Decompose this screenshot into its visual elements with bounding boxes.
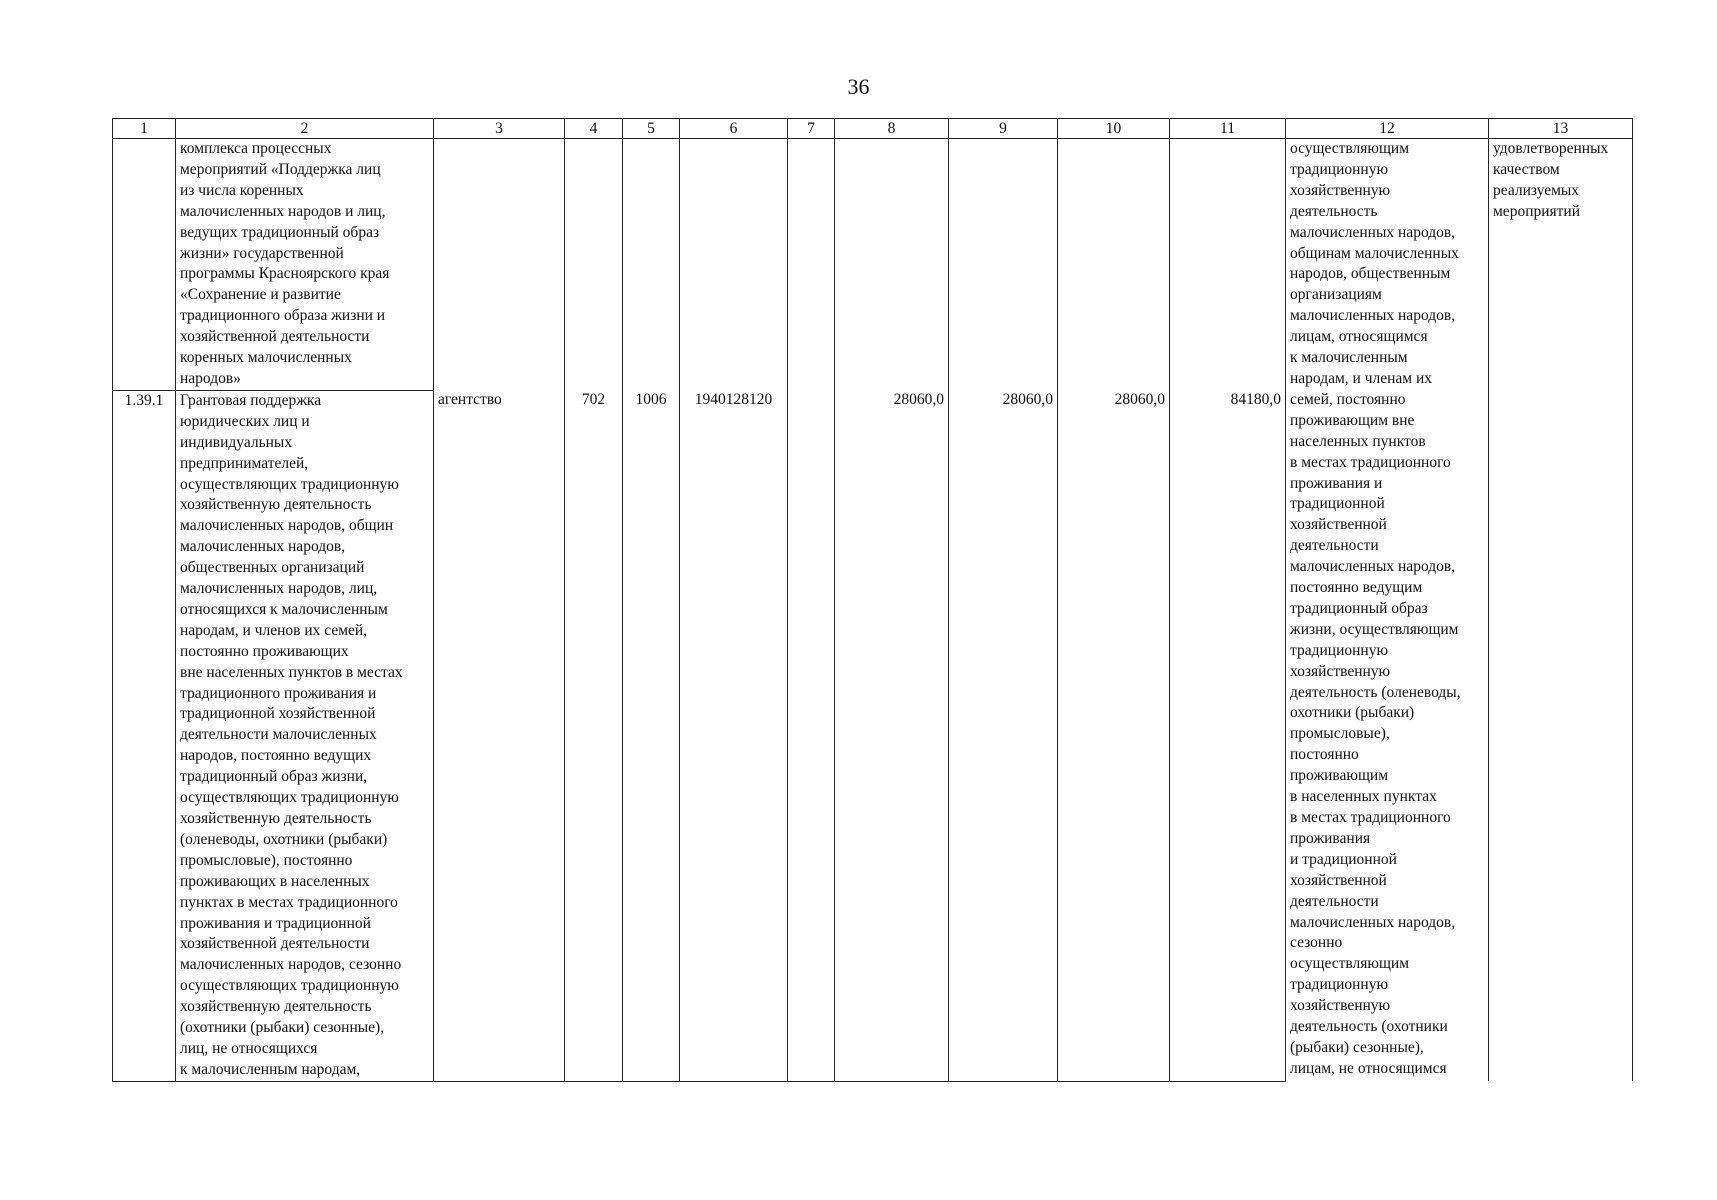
cell-col-7: [788, 139, 835, 391]
cell-recipients: осуществляющим традиционную хозяйственную деятельность малочисленных народов, общинам малочисленных народов, общественным организациям малочисленных народов, лицам, относящимся к малочисленным народам, и членам их семей, постоянно проживающим вне населенных пунктов в местах традиционного проживания и традиционной хозяйственной деятельности малочисленных народов, постоянно ведущим традиционный образ жизни, осуществляющим традиционную хозяйственную деятельность (оленеводы, охотники (рыбаки) промысловые), постоянно проживающим в населенных пунктах в местах традиционного проживания и традиционной хозяйственной деятельности малочисленных народов, сезонно осуществляющим традиционную хозяйственную деятельность (охотники (рыбаки) сезонные), лицам, не относящимся: [1286, 139, 1489, 1082]
cell-amount-11: 84180,0: [1170, 390, 1286, 1081]
cell-col-3: [434, 139, 565, 391]
header-col-1: 1: [113, 119, 176, 139]
cell-code-4: 702: [565, 390, 623, 1081]
cell-col-8: [835, 139, 949, 391]
cell-row-number: 1.39.1: [113, 390, 176, 1081]
header-col-11: 11: [1170, 119, 1286, 139]
cell-code-5: 1006: [623, 390, 680, 1081]
cell-col-6: [680, 139, 788, 391]
cell-col-4: [565, 139, 623, 391]
cell-amount-9: 28060,0: [949, 390, 1058, 1081]
cell-col-10: [1058, 139, 1170, 391]
header-col-5: 5: [623, 119, 680, 139]
header-col-7: 7: [788, 119, 835, 139]
cell-code-7: [788, 390, 835, 1081]
header-col-6: 6: [680, 119, 788, 139]
cell-col-11: [1170, 139, 1286, 391]
page-number: 36: [847, 74, 870, 99]
header-col-12: 12: [1286, 119, 1489, 139]
header-col-8: 8: [835, 119, 949, 139]
table-row: [113, 139, 1633, 391]
header-row: [113, 119, 1633, 139]
header-col-13: 13: [1489, 119, 1633, 139]
header-col-4: 4: [565, 119, 623, 139]
cell-amount-10: 28060,0: [1058, 390, 1170, 1081]
cell-col-9: [949, 139, 1058, 391]
cell-description: Грантовая поддержка юридических лиц и индивидуальных предпринимателей, осуществляющих традиционную хозяйственную деятельность малочисленных народов, общин малочисленных народов, общественных организаций малочисленных народов, лиц, относящихся к малочисленным народам, и членов их семей, постоянно проживающих вне населенных пунктов в местах традиционного проживания и традиционной хозяйственной деятельности малочисленных народов, постоянно ведущих традиционный образ жизни, осуществляющих традиционную хозяйственную деятельность (оленеводы, охотники (рыбаки) промысловые), постоянно проживающих в населенных пунктах в местах традиционного проживания и традиционной хозяйственной деятельности малочисленных народов, сезонно осуществляющих традиционную хозяйственную деятельность (охотники (рыбаки) сезонные), лиц, не относящихся к малочисленным народам,: [176, 390, 434, 1081]
header-col-2: 2: [176, 119, 434, 139]
cell-col-5: [623, 139, 680, 391]
program-table: [112, 118, 1633, 1082]
header-col-9: 9: [949, 119, 1058, 139]
cell-col-1: [113, 139, 176, 391]
header-col-10: 10: [1058, 119, 1170, 139]
cell-code-6: 1940128120: [680, 390, 788, 1081]
cell-description: комплекса процессных мероприятий «Поддержка лиц из числа коренных малочисленных народов и лиц, ведущих традиционный образ жизни» государственной программы Красноярского края «Сохранение и развитие традиционного образа жизни и хозяйственной деятельности коренных малочисленных народов»: [176, 139, 434, 391]
cell-agency: агентство: [434, 390, 565, 1081]
cell-indicator: удовлетворенных качеством реализуемых мероприятий: [1489, 139, 1633, 1082]
header-col-3: 3: [434, 119, 565, 139]
cell-amount-8: 28060,0: [835, 390, 949, 1081]
